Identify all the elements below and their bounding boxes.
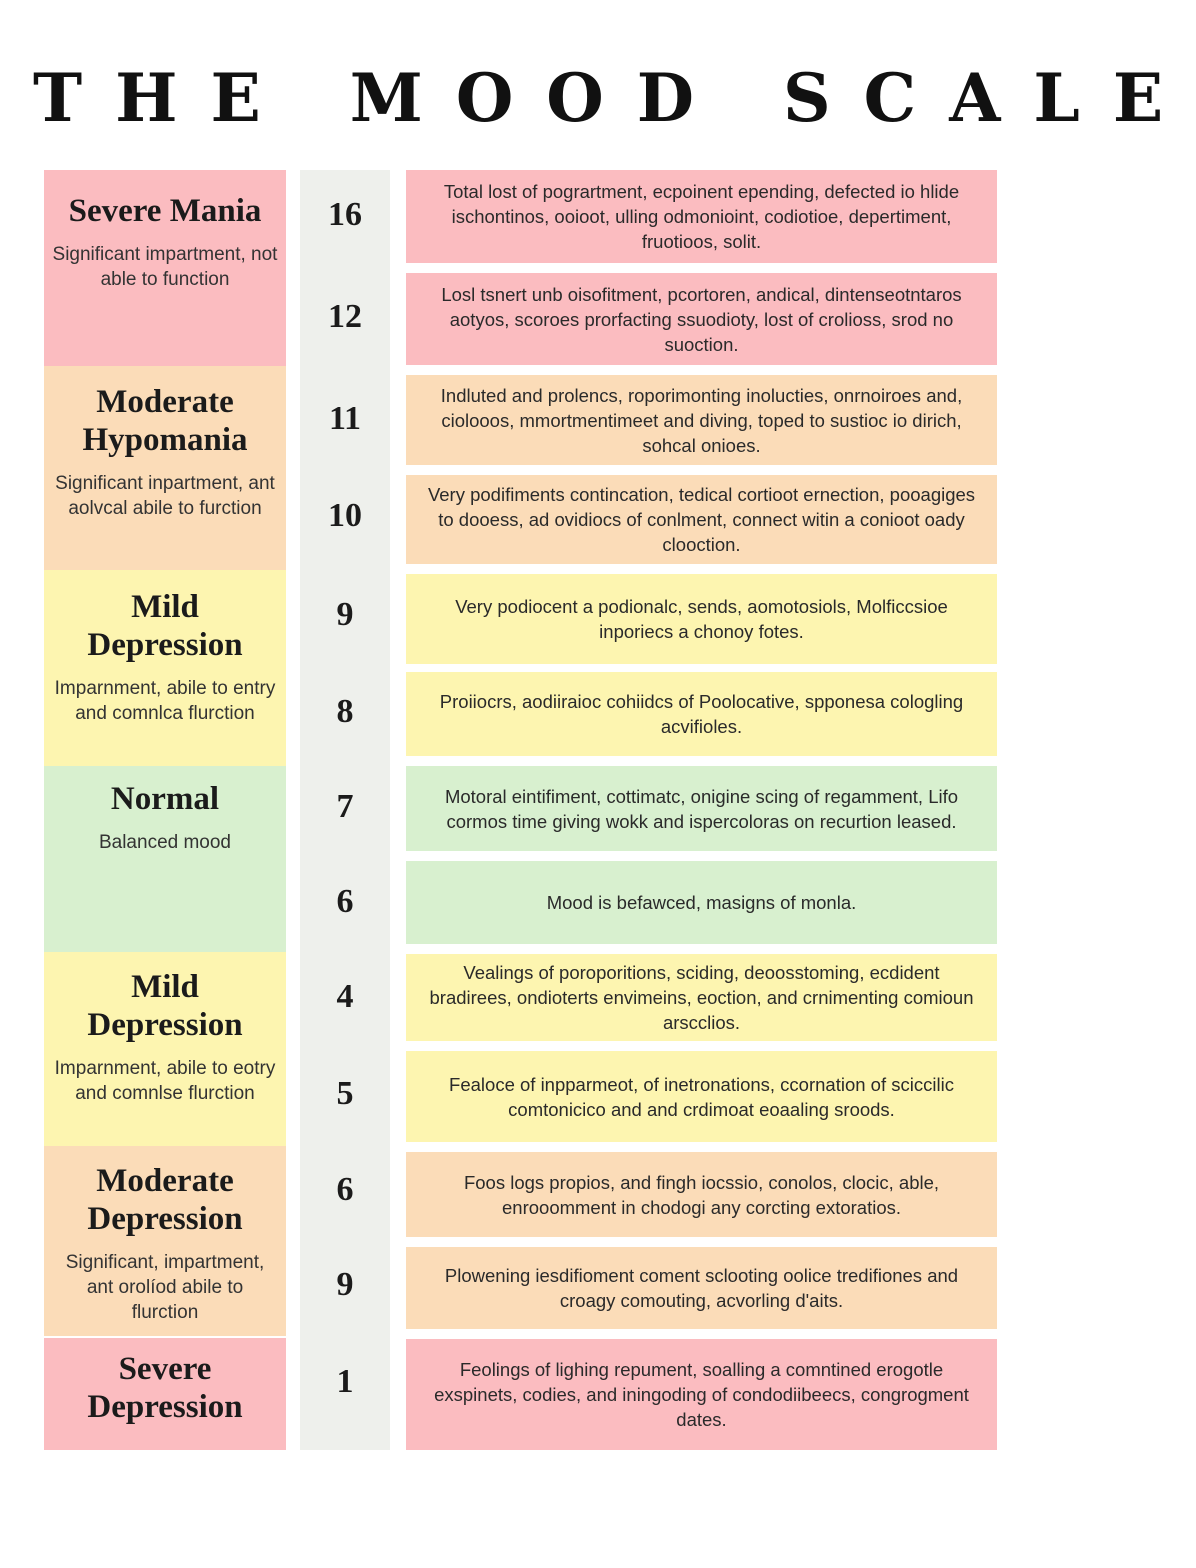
category-moderate-depression [44, 1146, 286, 1336]
level-description: Losl tsnert unb oisofitment, pcortoren, andical, dintenseotntaros aotyos, scoroes prorfacting ssuodioty, lost of crolioss, srod no suoction. [406, 273, 997, 365]
level-number: 4 [336, 978, 354, 1015]
level-description: Plowening iesdifioment coment sclooting oolice tredifiones and croagy comouting, acvorling d'aits. [406, 1247, 997, 1329]
level-number: 9 [336, 596, 354, 633]
level-number: 6 [336, 1171, 354, 1208]
page-title: THE MOOD SCALE [33, 59, 1196, 137]
category-description: Significant, impartment, ant orolíod abile to flurction [65, 1252, 265, 1323]
category-name: Moderate Depression [87, 1163, 243, 1237]
category-name: Mild Depression [87, 589, 243, 663]
category-description: Balanced mood [98, 832, 232, 853]
category-name: Normal [110, 781, 220, 817]
level-number: 10 [328, 497, 362, 534]
level-description: Foos logs propios, and fingh iocssio, conolos, clocic, able, enrooomment in chodogi any corcting extoratios. [406, 1152, 997, 1237]
level-description: Vealings of poroporitions, sciding, deoosstoming, ecdident bradirees, ondioterts envimeins, eoction, and crnimenting comioun arscclios. [406, 954, 997, 1041]
level-number: 5 [336, 1075, 354, 1112]
level-description: Feolings of lighing repument, soalling a comntined erogotle exspinets, codies, and iningoding of condodiibeecs, congrogment dates. [406, 1339, 997, 1450]
level-description: Very podifiments contincation, tedical cortioot ernection, pooagiges to dooess, ad ovidiocs of conlment, connect witin a conioot oady clooction. [406, 475, 997, 564]
category-description: Significant impartment, not able to function [52, 244, 278, 290]
category-mild-depression-lower [44, 952, 286, 1146]
category-description: Imparnment, abile to eotry and comnlse flurction [54, 1058, 276, 1104]
level-description: Indluted and prolencs, roporimonting inolucties, onrnoiroes and, ciolooos, mmortmentimeet and diving, toped to sustioc io dirich, sohcal onioes. [406, 375, 997, 465]
category-description: Imparnment, abile to entry and comnlca flurction [54, 678, 276, 724]
level-number: 8 [336, 693, 354, 730]
level-number: 9 [336, 1266, 354, 1303]
category-normal [44, 766, 286, 952]
category-severe-depression [44, 1338, 286, 1450]
level-description: Very podiocent a podionalc, sends, aomotosiols, Molficcsioe inporiecs a chonoy fotes. [406, 574, 997, 664]
category-severe-mania [44, 170, 286, 366]
level-number: 11 [328, 400, 362, 437]
category-description: Significant inpartment, ant aolvcal abile to furction [55, 473, 275, 519]
level-description: Motoral eintifiment, cottimatc, onigine scing of regamment, Lifo cormos time giving wokk and ispercoloras on recurtion leased. [406, 766, 997, 851]
level-description: Total lost of pogrartment, ecpoinent epending, defected io hlide ischontinos, ooioot, ulling odmonioint, codiotioe, depertiment, fruotioos, solit. [406, 170, 997, 263]
level-description: Mood is befawced, masigns of monla. [406, 861, 997, 944]
level-number: 16 [328, 196, 362, 233]
level-description: Proiiocrs, aodiiraioc cohiidcs of Poolocative, spponesa cologling acvifioles. [406, 672, 997, 756]
level-description: Fealoce of inpparmeot, of inetronations, ccornation of sciccilic comtonicico and and crdimoat eoaaling sroods. [406, 1051, 997, 1142]
category-name: Severe Mania [68, 193, 262, 229]
category-moderate-hypomania [44, 366, 286, 570]
level-number: 12 [328, 298, 362, 335]
category-name: Mild Depression [87, 969, 243, 1043]
level-number: 1 [336, 1363, 354, 1400]
category-name: Severe Depression [87, 1351, 243, 1425]
category-name: Moderate Hypomania [82, 384, 248, 458]
category-mild-depression-upper [44, 570, 286, 766]
level-number: 6 [336, 883, 354, 920]
level-number: 7 [336, 788, 354, 825]
